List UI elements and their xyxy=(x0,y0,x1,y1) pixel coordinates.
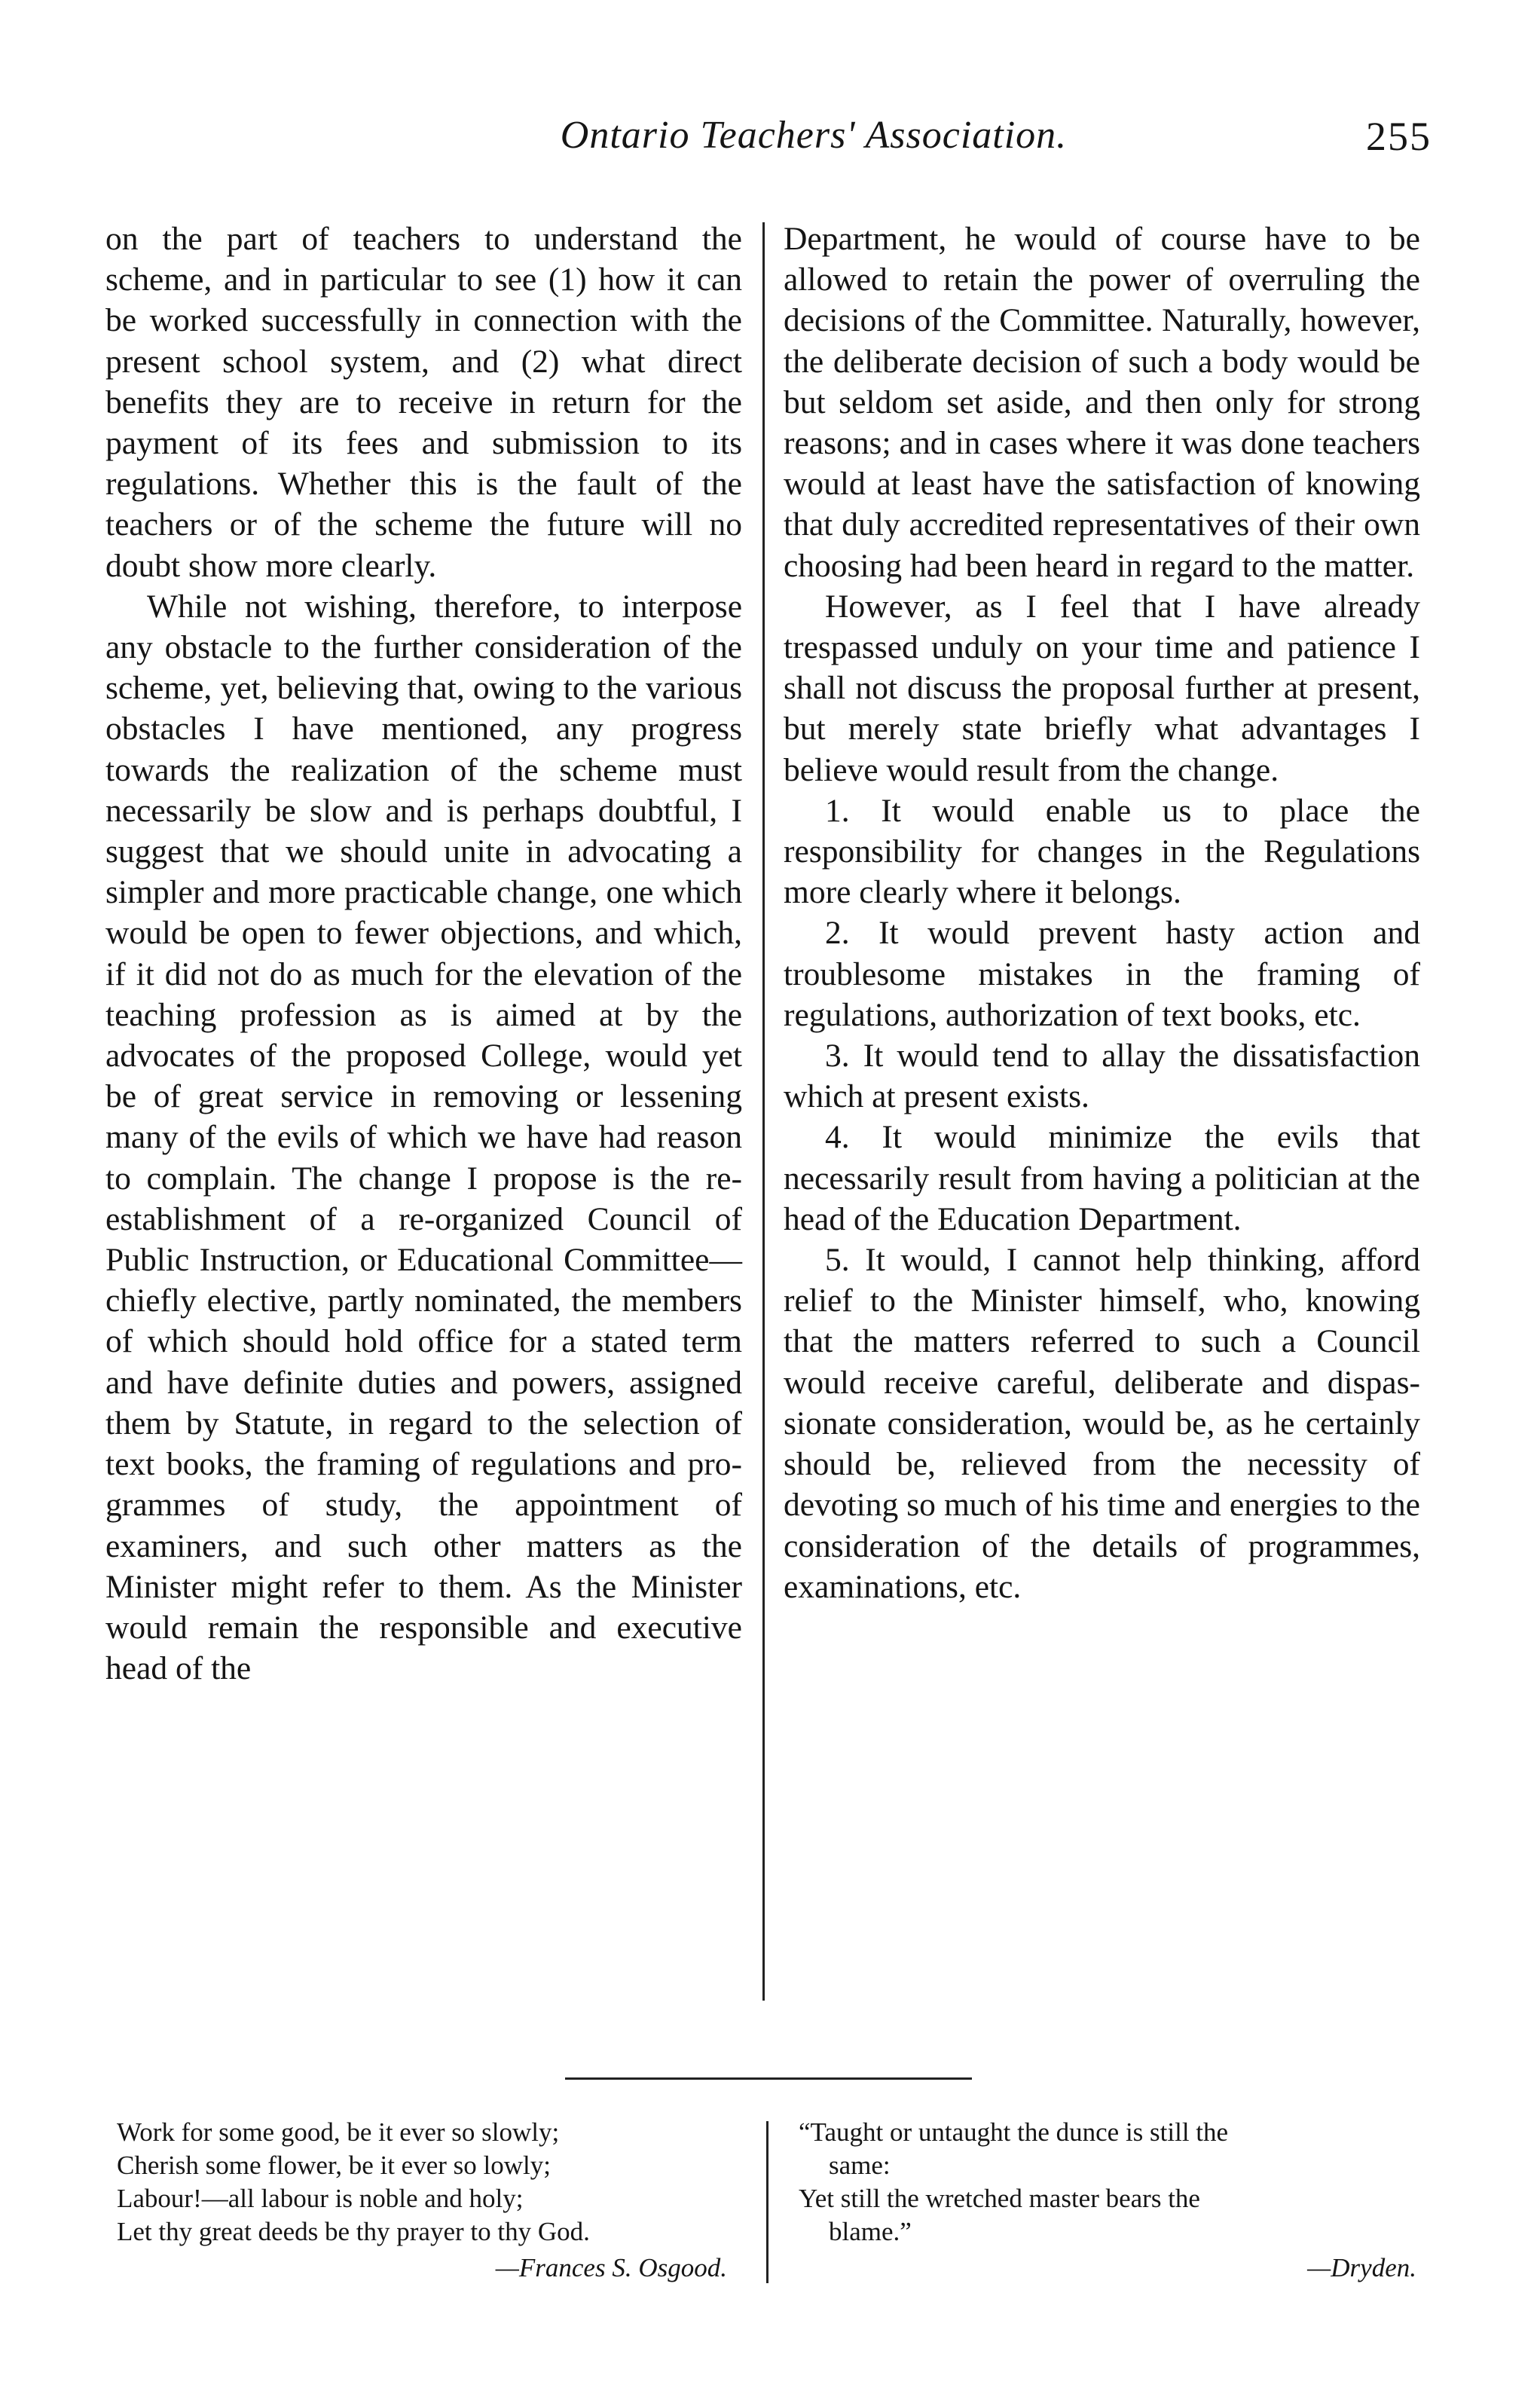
quote-line: Labour!—all labour is noble and holy; xyxy=(117,2184,524,2213)
quote-osgood xyxy=(117,2116,750,2285)
column-divider xyxy=(762,222,765,2001)
paragraph: on the part of teachers to understand the scheme, and in particular to see (1) how it can be worked successfully in connection with the present school system, and (2) what direct benefits they are to receive in return for the payment of its fees and submission to its regulations. Whether this is the fault of the teachers or of the scheme the future will no doubt show more clearly. xyxy=(105,221,742,584)
footer-rule xyxy=(565,2077,972,2080)
left-column xyxy=(105,219,742,2035)
numbered-point: 5. It would, I cannot help thinking, afford relief to the Minister himself, who, knowing that the matters referred to such a Council would receive careful, deliberate and dispassionate consideration, would be, as he certainly should be, relieved from the necessity of devoting so much of his time and energies to the consideration of the details of programmes, examinations, etc. xyxy=(784,1242,1420,1605)
quote-attribution: —Frances S. Osgood. xyxy=(495,2253,727,2282)
numbered-point: 2. It would prevent hasty action and troublesome mistakes in the framing of regulations, authorization of text books, etc. xyxy=(784,915,1420,1033)
page-header xyxy=(105,113,1432,181)
quote-line: Cherish some flower, be it ever so lowly; xyxy=(117,2151,551,2180)
quote-dryden xyxy=(799,2116,1432,2285)
quote-line: “Taught or untaught the dunce is still the xyxy=(799,2117,1229,2147)
quote-line: blame.” xyxy=(829,2217,912,2246)
page-number: 255 xyxy=(1366,114,1432,159)
running-title: Ontario Teachers' Association. xyxy=(560,114,1068,157)
quote-line: Work for some good, be it ever so slowly; xyxy=(117,2117,560,2147)
quote-line: same: xyxy=(829,2151,891,2180)
numbered-point: 1. It would enable us to place the responsibility for changes in the Regulations more clearly where it belongs. xyxy=(784,792,1420,911)
paragraph: Department, he would of course have to be allowed to retain the power of overruling the decisions of the Committee. Naturally, however, the deliberate decision of such a body would be but seldom set aside, and then only for strong reasons; and in cases where it was done teachers would at least have the satisfaction of knowing that duly accredited representatives of their own choosing had been heard in regard to the matter. xyxy=(784,221,1420,584)
quote-attribution: —Dryden. xyxy=(1307,2253,1416,2282)
numbered-point: 3. It would tend to allay the dissatisfaction which at present exists. xyxy=(784,1038,1420,1115)
quote-line: Yet still the wretched master bears the xyxy=(799,2184,1200,2213)
quote-line: Let thy great deeds be thy prayer to thy God. xyxy=(117,2217,590,2246)
paragraph: However, as I feel that I have already trespassed unduly on your time and patience I shall not discuss the proposal further at present, but merely state briefly what advantages I believe would result from the change. xyxy=(784,588,1420,788)
right-column xyxy=(784,219,1420,2035)
quote-divider xyxy=(766,2121,768,2283)
paragraph: While not wishing, therefore, to interpose any obstacle to the further consideration of the scheme, yet, believing that, owing to the various obstacles I have mentioned, any progress towards the realization of the scheme must necessarily be slow and is perhaps doubtful, I suggest that we should unite in advocating a simpler and more practicable change, one which would be open to fewer objections, and which, if it did not do as much for the elevation of the teaching profession as is aimed at by the advocates of the proposed College, would yet be of great service in removing or lessening many of the evils of which we have had reason to complain. The change I propose is the re-establishment of a re-organized Council of Public Instruction, or Educational Committee—chiefly elective, partly nominated, the members of which should hold office for a stated term and have definite duties and powers, assigned them by Statute, in regard to the selection of text books, the framing of regulations and programmes of study, the appointment of examiners, and such other matters as the Minister might refer to them. As the Minister would remain the responsible and executive head of the xyxy=(105,588,742,1687)
numbered-point: 4. It would minimize the evils that necessarily result from having a politician at the head of the Education Department. xyxy=(784,1119,1420,1237)
